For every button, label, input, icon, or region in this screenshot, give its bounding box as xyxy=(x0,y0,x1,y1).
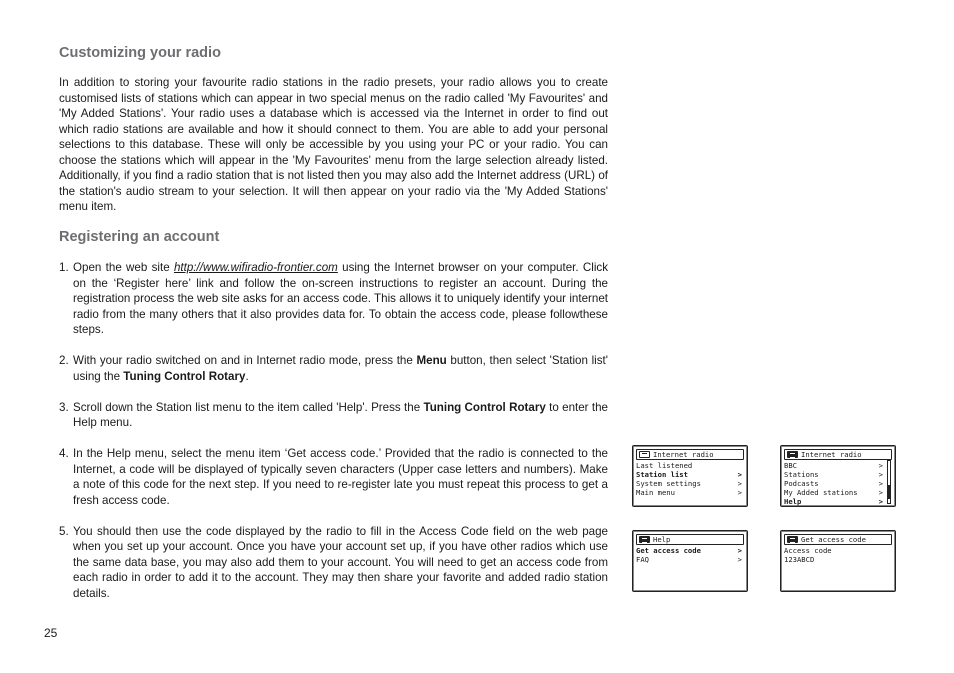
section-heading-registering: Registering an account xyxy=(59,229,220,245)
lcd-menu-item: BBC > xyxy=(784,461,883,470)
step-text: using the Internet browser on your computer. Click on the ‘Register here’ link and follow the on-screen instructions to register an account. During the registration process the web site asks for an access code. This allows it to uniquely identify your internet radio from the many others that it also provides data for. To obtain the access code, please followthese steps. xyxy=(73,261,608,336)
step-text: You should then use the code displayed by the radio to fill in the Access Code field on the web page when you set up your account. Once you have your account set up, if you have other radios which use the same data base, you may also add them to your account. You will need to get an access code from each radio in order to add it to the account. They may then share your favorite and added radio station details. xyxy=(73,524,608,600)
lcd-screen-internet-radio xyxy=(632,445,748,507)
step-number: 4. xyxy=(59,447,69,460)
step-3 xyxy=(59,400,608,431)
step-4 xyxy=(59,446,608,508)
menu-button-term: Menu xyxy=(416,354,447,367)
lcd-title-bar xyxy=(784,534,892,545)
lcd-title: Help xyxy=(653,535,671,544)
lcd-title-bar xyxy=(636,449,744,460)
lcd-info-label: Access code xyxy=(784,546,832,555)
step-text: Scroll down the Station list menu to the item called 'Help'. Press the xyxy=(73,400,424,414)
lcd-menu-item: System settings > xyxy=(636,479,742,488)
section-heading-customizing: Customizing your radio xyxy=(59,45,221,61)
radio-icon xyxy=(639,451,650,458)
tuning-rotary-term: Tuning Control Rotary xyxy=(123,369,246,383)
lcd-title: Internet radio xyxy=(653,450,714,459)
network-icon xyxy=(639,536,650,543)
step-1 xyxy=(59,260,608,338)
lcd-menu-item-selected: Get access code > xyxy=(636,546,742,555)
step-text: button, then select 'Station list' using the xyxy=(73,354,608,383)
lcd-screen-station-list xyxy=(780,445,896,507)
step-text: In the Help menu, select the menu item ‘Get access code.’ Provided that the radio is connected to the Internet, a code will be displayed of typically seven characters (Upper case letters and numbers). Make a note of this code for the next step. If you need to re-register late you must repeat this process to get a fresh access code. xyxy=(73,447,608,507)
page-number: 25 xyxy=(44,626,58,640)
lcd-title-bar xyxy=(636,534,744,545)
registration-steps xyxy=(59,260,608,617)
step-text: . xyxy=(245,369,249,383)
lcd-title: Get access code xyxy=(801,535,866,544)
step-text: to enter the Help menu. xyxy=(73,400,608,429)
step-number: 2. xyxy=(59,354,69,367)
lcd-menu-item: My Added stations > xyxy=(784,488,883,497)
lcd-access-code-value: 123ABCD xyxy=(784,555,815,564)
lcd-scrollbar xyxy=(887,460,891,504)
step-number: 5. xyxy=(59,524,69,538)
lcd-menu-item: FAQ > xyxy=(636,555,742,564)
lcd-screen-help xyxy=(632,530,748,592)
network-icon xyxy=(787,451,798,458)
step-2 xyxy=(59,353,608,384)
frontier-website-link[interactable]: http://www.wifiradio-frontier.com xyxy=(173,261,338,274)
lcd-title: Internet radio xyxy=(801,450,862,459)
lcd-menu-item: Stations > xyxy=(784,470,883,479)
step-text: With your radio switched on and in Internet radio mode, press the xyxy=(73,354,417,367)
network-icon xyxy=(787,536,798,543)
lcd-menu-item: Podcasts > xyxy=(784,479,883,488)
lcd-menu-item: Last listened xyxy=(636,461,693,470)
lcd-screen-access-code xyxy=(780,530,896,592)
step-text: Open the web site xyxy=(73,261,174,274)
lcd-scroll-thumb xyxy=(888,485,890,499)
step-number: 1. xyxy=(59,261,69,274)
step-5 xyxy=(59,524,608,602)
tuning-rotary-term: Tuning Control Rotary xyxy=(423,400,546,414)
lcd-menu-item-selected: Help > xyxy=(784,497,883,506)
lcd-menu-item-selected: Station list > xyxy=(636,470,742,479)
step-number: 3. xyxy=(59,400,69,414)
lcd-title-bar xyxy=(784,449,892,460)
customizing-paragraph: In addition to storing your favourite radio stations in the radio presets, your radio allows you to create customised lists of stations which can appear in two special menus on the radio called 'My Favourites' and 'My Added Stations'. Your radio uses a database which is accessed via the Internet in order to find out which radio stations are available and how it should connect to them. You are able to add your personal selections to this database. These will only be accessible by you using your PC or your radio. You can choose the stations which will appear in the 'My Favourites' menu from the large selection already listed. Additionally, if you find a radio station that is not listed then you may also add the Internet address (URL) of the station's audio stream to your selection. It will then appear on your radio via the 'My Added Stations' menu item. xyxy=(59,76,608,213)
lcd-menu-item: Main menu > xyxy=(636,488,742,497)
